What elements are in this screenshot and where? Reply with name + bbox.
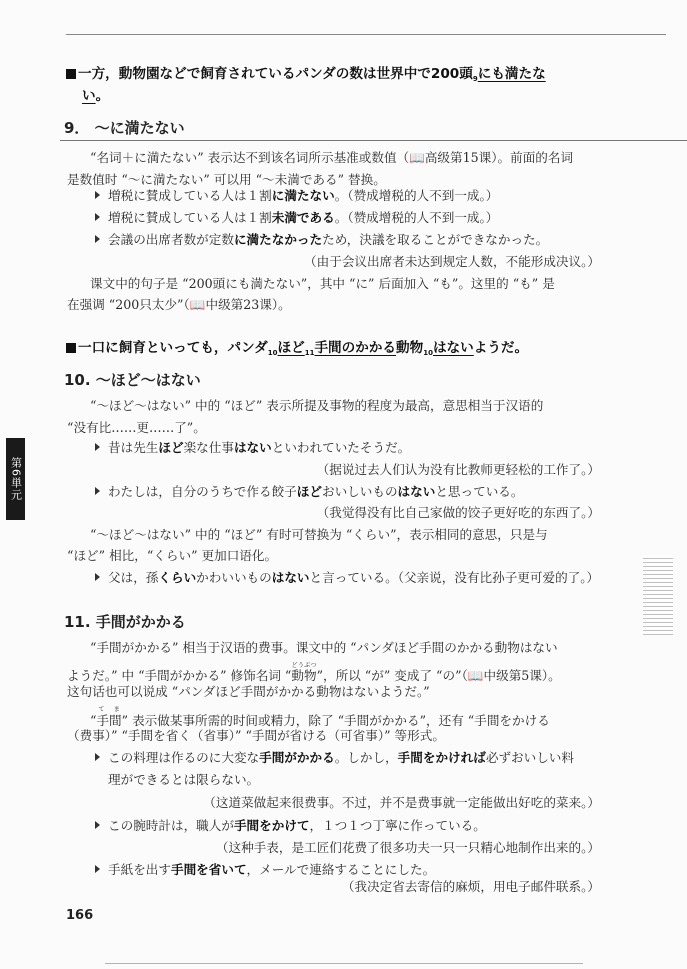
- body-text-line: [90, 398, 543, 414]
- text-segment: “没有比……更……了”。: [67, 420, 206, 435]
- grammar-highlight: はない: [233, 440, 272, 455]
- text-segment: 中级第23课）。: [205, 297, 291, 312]
- triangle-bullet-icon: [95, 753, 100, 761]
- text-segment: “～ほど～はない” 中的 “ほど” 有时可替换为 “くらい”，表示相同的意思，只是与: [90, 527, 548, 542]
- section-heading: [64, 614, 186, 630]
- text-segment: “～ほど～はない” 中的 “ほど” 表示所提及事物的程度为最高，意思相当于汉语的: [90, 398, 544, 413]
- example-item: [95, 440, 410, 456]
- underlined-phrase: にも満たな: [477, 66, 546, 82]
- text-segment: わたしは，自分のうちで作る餃子: [108, 484, 297, 499]
- grammar-highlight: 手間がかかる: [259, 750, 335, 765]
- square-bullet-icon: [66, 69, 76, 79]
- example-item: [95, 484, 523, 500]
- example-sentence: [82, 88, 109, 104]
- text-segment: （这种手表，是工匠们花费了很多功夫一只一只精心地制作出来的。）: [215, 840, 600, 855]
- text-segment: （我觉得没有比自己家做的饺子更好吃的东西了。）: [316, 505, 600, 520]
- text-segment: この料理は作るのに大変な: [108, 750, 260, 765]
- text-segment: （据说过去人们认为没有比教师更轻松的工作了。）: [316, 462, 600, 477]
- text-segment: 这句话也可以说成 “パンダほど手間がかかる動物はないようだ。”: [67, 684, 430, 699]
- body-text-line: [67, 728, 445, 744]
- text-segment: “ほど” 相比，“くらい” 更加口语化。: [67, 548, 278, 563]
- book-reference-icon: 📖: [189, 297, 206, 312]
- grammar-highlight: くらい: [158, 570, 197, 585]
- furigana: どうぶつ: [291, 662, 317, 669]
- text-segment: 。しかし，: [334, 750, 398, 765]
- text-segment: 一方，動物園などで飼育されているパンダの数は世界中で200頭: [78, 66, 473, 82]
- text-segment: （由于会议出席者未达到规定人数，不能形成决议。）: [304, 254, 600, 269]
- translation-line: [216, 840, 600, 856]
- translation-line: [304, 254, 600, 270]
- text-segment: “名词＋に満たない” 表示达不到该名词所示基准或数值（: [90, 150, 410, 165]
- note-number: 10: [267, 349, 278, 357]
- triangle-bullet-icon: [95, 865, 100, 873]
- text-segment: ” 表示做某事所需的时间或精力，除了 “手間がかかる”，还有 “手間をかける: [121, 713, 550, 728]
- grammar-highlight: に満たない: [271, 188, 335, 203]
- text-segment: 是数值时 “～に満たない” 可以用 “～未満である” 替换。: [67, 172, 386, 187]
- body-text-line: [90, 640, 558, 656]
- text-segment: この腕時計は，職人が: [108, 818, 234, 833]
- underlined-phrase: はない: [432, 340, 474, 356]
- section-heading: [64, 372, 201, 388]
- furigana: て ま: [96, 706, 122, 713]
- text-segment: 増税に賛成している人は１割: [108, 210, 272, 225]
- page-number: 166: [66, 908, 94, 923]
- translation-line: [342, 879, 600, 895]
- text-segment: 。（赞成增税的人不到一成。）: [334, 188, 499, 203]
- triangle-bullet-icon: [95, 821, 100, 829]
- text-segment: かわいいもの: [196, 570, 272, 585]
- grammar-highlight: 手間を省いて: [170, 862, 247, 877]
- note-number: 10: [423, 349, 433, 357]
- grammar-highlight: 手間をかければ: [397, 750, 486, 765]
- ruby-base: 手間: [96, 713, 122, 728]
- text-segment: 。（赞成增税的人不到一成。）: [334, 210, 499, 225]
- triangle-bullet-icon: [95, 191, 100, 199]
- triangle-bullet-icon: [95, 487, 100, 495]
- example-sentence: [66, 66, 546, 87]
- translation-line: [203, 795, 600, 811]
- translation-line: [317, 462, 600, 478]
- unit-side-tab: 第6単元: [6, 438, 25, 520]
- example-item: [95, 188, 498, 204]
- text-segment: 在强调 “200只太少”（: [67, 297, 190, 312]
- triangle-bullet-icon: [95, 213, 100, 221]
- text-segment: と思っている。: [435, 484, 524, 499]
- text-segment: 手紙を出す: [108, 862, 171, 877]
- book-reference-icon: 📖: [409, 150, 425, 165]
- text-segment: 必ずおいしい料: [485, 750, 574, 765]
- text-segment: 理ができるとは限らない。: [108, 772, 260, 787]
- text-segment: 一口に飼育といっても，パンダ: [78, 340, 268, 356]
- grammar-highlight: ほど: [158, 440, 184, 455]
- example-item: [95, 750, 574, 766]
- section-heading: [64, 120, 185, 136]
- square-bullet-icon: [66, 343, 76, 353]
- text-segment: 昔は先生: [108, 440, 159, 455]
- text-segment: ため，決議を取ることができなかった。: [322, 232, 549, 247]
- text-segment: [291, 662, 317, 683]
- text-segment: 増税に賛成している人は１割: [108, 188, 272, 203]
- body-text-line: [67, 662, 561, 684]
- underlined-phrase: い: [82, 88, 96, 104]
- note-number: 9: [472, 75, 478, 83]
- grammar-highlight: に満たなかった: [233, 232, 323, 247]
- grammar-highlight: ほど: [296, 484, 322, 499]
- body-text-line: [90, 706, 550, 729]
- text-segment: “手間がかかる” 相当于汉语的费事。课文中的 “パンダほど手間のかかる動物はない: [90, 640, 558, 655]
- ruby-base: 動物: [291, 668, 317, 683]
- body-text-line: [90, 150, 573, 166]
- text-segment: 。: [95, 88, 110, 104]
- text-segment: と言っている。（父亲说，没有比孙子更可爱的了。）: [309, 570, 600, 585]
- text-segment: 会議の出席者数が定数: [108, 232, 234, 247]
- text-segment: 動物: [396, 340, 424, 356]
- text-segment: 课文中的句子是 “200頭にも満たない”，其中 “に” 后面加入 “も”。这里的 “も” 是: [90, 276, 555, 291]
- body-text-line: [67, 297, 291, 313]
- text-segment: ようだ。” 中 “手間がかかる” 修饰名词 “: [67, 668, 292, 683]
- text-segment: ，１つ１つ丁寧に作っている。: [309, 818, 486, 833]
- text-segment: 楽な仕事: [183, 440, 234, 455]
- triangle-bullet-icon: [95, 573, 100, 581]
- text-segment: ，メールで連絡することにした。: [246, 862, 436, 877]
- translation-line: [317, 505, 600, 521]
- example-sentence: [66, 340, 528, 361]
- underlined-phrase: ほど: [277, 340, 305, 356]
- bottom-line: [105, 963, 583, 964]
- body-text-line: [90, 527, 548, 543]
- text-segment: （这道菜做起来很费事。不过，并不是费事就一定能做出好吃的菜来。）: [203, 795, 600, 810]
- example-item: [95, 232, 548, 248]
- body-text-line: [67, 172, 386, 188]
- body-text-line: [108, 772, 259, 788]
- text-segment: 父は，孫: [108, 570, 159, 585]
- top-rule: [66, 34, 666, 35]
- text-segment: （费事）” “手間を省く（省事）” “手間が省ける（可省事）” 等形式。: [67, 728, 445, 743]
- grammar-highlight: 未満である: [271, 210, 335, 225]
- text-segment: 高级第15课）。前面的名词: [424, 150, 574, 165]
- grammar-highlight: 手間をかけて: [233, 818, 310, 833]
- underlined-phrase: 手間のかかる: [314, 340, 397, 356]
- example-item: [95, 818, 486, 834]
- triangle-bullet-icon: [95, 235, 100, 243]
- text-segment: おいしいもの: [321, 484, 398, 499]
- text-segment: ようだ。: [473, 340, 529, 356]
- section-rule: [60, 140, 687, 141]
- example-item: [95, 570, 599, 586]
- text-segment: といわれていたそうだ。: [271, 440, 411, 455]
- text-segment: ”，所以 “が” 变成了 “の”（: [316, 668, 468, 683]
- text-segment: 10. ～ほど～はない: [64, 371, 201, 389]
- book-reference-icon: 📖: [467, 668, 484, 683]
- grammar-highlight: はない: [271, 570, 310, 585]
- body-text-line: [67, 684, 430, 700]
- text-segment: 中级第5课）。: [483, 668, 561, 683]
- grammar-highlight: はない: [397, 484, 436, 499]
- body-text-line: [67, 548, 277, 564]
- text-segment: “: [90, 713, 97, 728]
- text-segment: [96, 706, 122, 728]
- note-number: 11: [304, 349, 315, 357]
- example-item: [95, 210, 498, 226]
- body-text-line: [67, 420, 206, 436]
- text-segment: 11. 手間がかかる: [64, 613, 186, 631]
- triangle-bullet-icon: [95, 443, 100, 451]
- text-segment: （我决定省去寄信的麻烦，用电子邮件联系。）: [341, 879, 600, 894]
- text-segment: 9． ～に満たない: [64, 119, 185, 137]
- scan-margin-artifact: [643, 555, 673, 635]
- body-text-line: [90, 276, 555, 292]
- example-item: [95, 862, 435, 878]
